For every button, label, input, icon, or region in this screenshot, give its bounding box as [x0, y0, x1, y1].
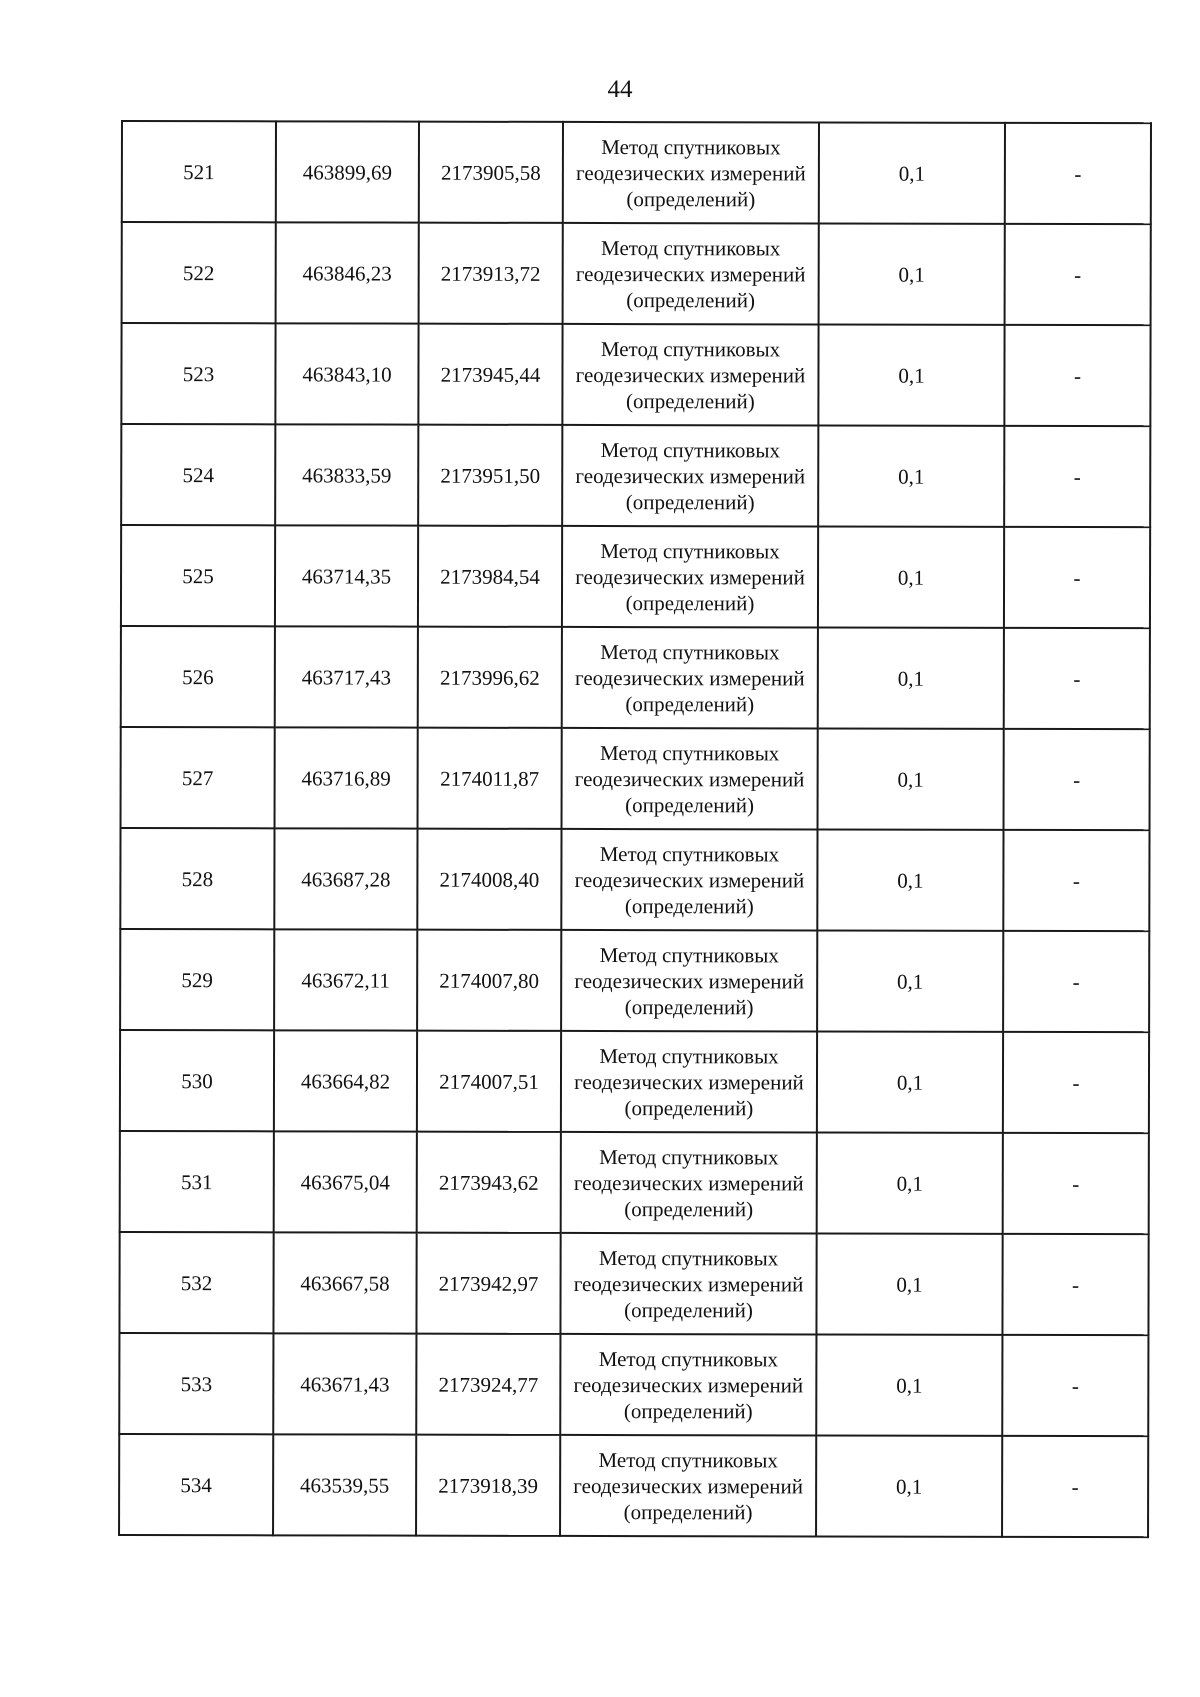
accuracy-cell: 0,1: [817, 1031, 1003, 1132]
method-line: Метод спутниковых: [599, 1043, 779, 1068]
x-coordinate-cell: 463687,28: [274, 828, 417, 929]
note-cell: -: [1003, 931, 1149, 1032]
table-row: [122, 121, 1151, 224]
accuracy-cell: 0,1: [816, 1233, 1002, 1334]
method-line: Метод спутниковых: [599, 942, 779, 967]
table-row: [120, 1030, 1149, 1133]
note-cell: -: [1004, 325, 1150, 426]
method-line: геодезических измерений: [575, 362, 806, 387]
method-line: (определений): [624, 994, 754, 1019]
method-cell: [562, 627, 818, 729]
page-number: 44: [607, 76, 633, 103]
note-cell: -: [1002, 1234, 1148, 1335]
point-number-cell: 526: [121, 626, 275, 727]
accuracy-cell: 0,1: [818, 627, 1004, 728]
method-line: Метод спутниковых: [600, 639, 780, 664]
method-cell: [563, 122, 819, 224]
point-number-cell: 521: [122, 121, 276, 222]
note-cell: -: [1002, 1335, 1148, 1436]
accuracy-cell: 0,1: [817, 829, 1003, 930]
point-number-cell: 523: [121, 323, 275, 424]
accuracy-cell: 0,1: [816, 1435, 1002, 1536]
x-coordinate-cell: 463899,69: [276, 121, 419, 222]
method-line: геодезических измерений: [573, 1271, 804, 1296]
y-coordinate-cell: 2173924,77: [416, 1334, 560, 1435]
table-row: [121, 727, 1150, 830]
note-cell: -: [1003, 1032, 1149, 1133]
accuracy-cell: 0,1: [816, 1334, 1002, 1435]
x-coordinate-cell: 463672,11: [274, 929, 417, 1030]
method-line: Метод спутниковых: [598, 1447, 778, 1472]
y-coordinate-cell: 2174007,80: [417, 930, 561, 1031]
x-coordinate-cell: 463671,43: [273, 1333, 416, 1434]
y-coordinate-cell: 2173942,97: [416, 1233, 560, 1334]
point-number-cell: 534: [119, 1434, 273, 1535]
table-row: [122, 222, 1151, 325]
point-number-cell: 532: [119, 1232, 273, 1333]
x-coordinate-cell: 463843,10: [275, 323, 418, 424]
method-line: геодезических измерений: [574, 968, 805, 993]
method-line: геодезических измерений: [573, 1170, 804, 1195]
method-cell: [560, 1334, 816, 1436]
method-cell: [561, 1031, 817, 1133]
y-coordinate-cell: 2174008,40: [417, 829, 561, 930]
note-cell: -: [1004, 426, 1150, 527]
method-line: геодезических измерений: [574, 766, 805, 791]
method-line: геодезических измерений: [573, 1372, 804, 1397]
method-line: Метод спутниковых: [598, 1245, 779, 1270]
method-cell: [561, 829, 817, 931]
method-line: (определений): [626, 287, 756, 312]
method-line: (определений): [625, 691, 755, 716]
method-line: Метод спутниковых: [598, 1346, 779, 1371]
method-line: (определений): [624, 1095, 754, 1120]
method-line: геодезических измерений: [575, 564, 805, 589]
point-number-cell: 527: [121, 727, 275, 828]
method-line: геодезических измерений: [574, 665, 805, 690]
y-coordinate-cell: 2173905,58: [419, 122, 563, 223]
method-line: геодезических измерений: [574, 1069, 804, 1094]
method-line: Метод спутниковых: [599, 740, 780, 765]
method-cell: [560, 1233, 816, 1335]
x-coordinate-cell: 463716,89: [275, 727, 418, 828]
x-coordinate-cell: 463675,04: [274, 1131, 417, 1232]
note-cell: -: [1004, 628, 1150, 729]
method-line: (определений): [624, 1196, 754, 1221]
y-coordinate-cell: 2173984,54: [418, 526, 562, 627]
method-line: (определений): [624, 1297, 753, 1322]
point-number-cell: 522: [122, 222, 276, 323]
method-line: Метод спутниковых: [600, 336, 781, 361]
accuracy-cell: 0,1: [818, 425, 1004, 526]
table-row: [121, 626, 1150, 729]
method-line: Метод спутниковых: [600, 437, 780, 462]
method-line: (определений): [626, 186, 756, 211]
x-coordinate-cell: 463846,23: [276, 222, 419, 323]
note-cell: -: [1003, 830, 1149, 931]
table-row: [120, 929, 1149, 1032]
x-coordinate-cell: 463539,55: [273, 1434, 416, 1535]
x-coordinate-cell: 463833,59: [275, 424, 418, 525]
table-row: [120, 828, 1149, 931]
point-number-cell: 530: [120, 1030, 274, 1131]
note-cell: -: [1005, 123, 1151, 224]
x-coordinate-cell: 463717,43: [275, 626, 418, 727]
y-coordinate-cell: 2174011,87: [418, 728, 562, 829]
method-line: Метод спутниковых: [601, 134, 781, 159]
method-line: геодезических измерений: [574, 867, 805, 892]
method-line: (определений): [625, 590, 755, 615]
method-line: (определений): [625, 792, 754, 817]
method-cell: [562, 728, 818, 830]
point-number-cell: 525: [121, 525, 275, 626]
y-coordinate-cell: 2173996,62: [418, 627, 562, 728]
note-cell: -: [1003, 1133, 1149, 1234]
x-coordinate-cell: 463664,82: [274, 1030, 417, 1131]
accuracy-cell: 0,1: [817, 1132, 1003, 1233]
note-cell: -: [1005, 224, 1151, 325]
accuracy-cell: 0,1: [818, 526, 1004, 627]
method-line: (определений): [623, 1398, 753, 1423]
point-number-cell: 524: [121, 424, 275, 525]
method-line: (определений): [625, 388, 755, 413]
point-number-cell: 528: [120, 828, 274, 929]
y-coordinate-cell: 2173945,44: [418, 324, 562, 425]
table-row: [120, 1131, 1149, 1234]
y-coordinate-cell: 2173918,39: [416, 1435, 560, 1536]
method-line: (определений): [623, 1499, 753, 1524]
method-line: Метод спутниковых: [599, 1144, 779, 1169]
method-cell: [560, 1435, 816, 1537]
method-cell: [562, 425, 818, 527]
method-cell: [561, 930, 817, 1032]
method-cell: [562, 526, 818, 628]
method-cell: [561, 1132, 817, 1234]
method-line: геодезических измерений: [575, 261, 806, 286]
table-row: [119, 1333, 1148, 1436]
coordinates-table-body: [119, 121, 1151, 1537]
note-cell: -: [1004, 729, 1150, 830]
method-line: Метод спутниковых: [600, 538, 780, 563]
x-coordinate-cell: 463714,35: [275, 525, 418, 626]
accuracy-cell: 0,1: [819, 223, 1005, 324]
point-number-cell: 533: [119, 1333, 273, 1434]
method-cell: [562, 324, 818, 426]
method-line: геодезических измерений: [576, 160, 806, 185]
accuracy-cell: 0,1: [819, 122, 1005, 223]
method-line: геодезических измерений: [573, 1473, 803, 1498]
table-row: [119, 1232, 1148, 1335]
point-number-cell: 531: [120, 1131, 274, 1232]
method-line: Метод спутниковых: [601, 235, 781, 260]
table-row: [121, 424, 1150, 527]
coordinates-table: [118, 120, 1152, 1538]
table-row: [121, 323, 1150, 426]
y-coordinate-cell: 2173943,62: [417, 1132, 561, 1233]
accuracy-cell: 0,1: [818, 324, 1004, 425]
x-coordinate-cell: 463667,58: [273, 1232, 416, 1333]
method-line: (определений): [625, 489, 755, 514]
accuracy-cell: 0,1: [817, 930, 1003, 1031]
y-coordinate-cell: 2174007,51: [417, 1031, 561, 1132]
method-line: Метод спутниковых: [599, 841, 780, 866]
y-coordinate-cell: 2173951,50: [418, 425, 562, 526]
point-number-cell: 529: [120, 929, 274, 1030]
method-line: (определений): [624, 893, 754, 918]
accuracy-cell: 0,1: [818, 728, 1004, 829]
note-cell: -: [1002, 1436, 1148, 1537]
y-coordinate-cell: 2173913,72: [419, 223, 563, 324]
note-cell: -: [1004, 527, 1150, 628]
table-row: [119, 1434, 1148, 1537]
method-line: геодезических измерений: [575, 463, 806, 488]
method-cell: [563, 223, 819, 325]
table-row: [121, 525, 1150, 628]
